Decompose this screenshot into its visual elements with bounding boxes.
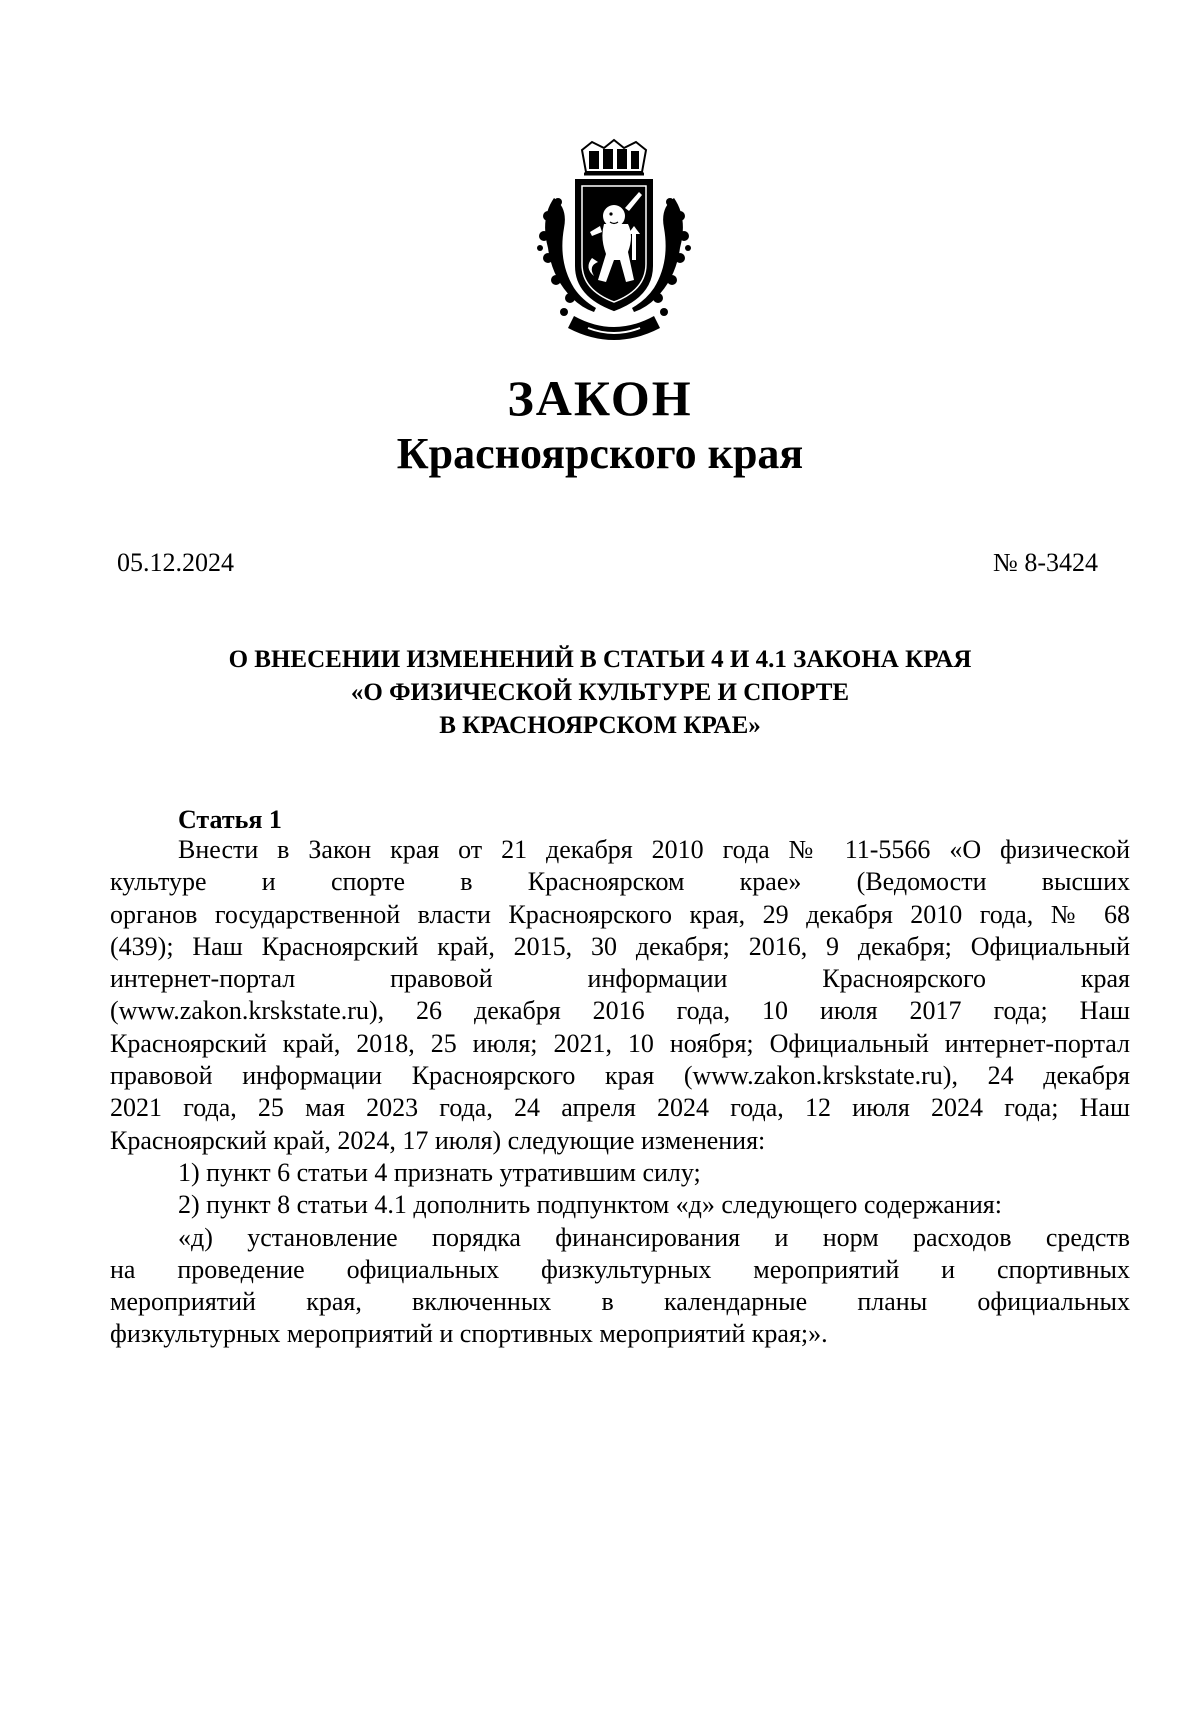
body-line: на проведение официальных физкультурных мероприятий и спортивных xyxy=(110,1254,1130,1284)
article-title: Статья 1 xyxy=(178,805,282,834)
law-subtitle: Красноярского края xyxy=(396,429,804,478)
body-line: культуре и спорте в Красноярском крае» (Ведомости высших xyxy=(110,867,1130,897)
body-line: 1) пункт 6 статьи 4 признать утратившим силу; xyxy=(178,1157,701,1187)
body-line: физкультурных мероприятий и спортивных мероприятий края;». xyxy=(110,1319,828,1349)
body-line: 2021 года, 25 мая 2023 года, 24 апреля 2024 года, 12 июля 2024 года; Наш xyxy=(110,1093,1130,1123)
krasnoyarsk-coat-of-arms-icon xyxy=(534,138,694,348)
body-line: мероприятий края, включенных в календарные планы официальных xyxy=(110,1287,1130,1317)
body-line: органов государственной власти Красноярского края, 29 декабря 2010 года, № 68 xyxy=(110,899,1130,929)
law-number: № 8-3424 xyxy=(993,548,1098,577)
body-line: (439); Наш Красноярский край, 2015, 30 декабря; 2016, 9 декабря; Официальный xyxy=(110,931,1130,961)
body-line: интернет-портал правовой информации Красноярского края xyxy=(110,964,1130,994)
law-date: 05.12.2024 xyxy=(117,548,234,577)
body-line: правовой информации Красноярского края (www.zakon.krskstate.ru), 24 декабря xyxy=(110,1061,1130,1091)
law-title: ЗАКОН xyxy=(507,370,693,426)
body-line: 2) пункт 8 статьи 4.1 дополнить подпунктом «д» следующего содержания: xyxy=(178,1190,1002,1220)
body-line: Красноярский край, 2024, 17 июля) следующие изменения: xyxy=(110,1125,766,1155)
body-line: (www.zakon.krskstate.ru), 26 декабря 2016 года, 10 июля 2017 года; Наш xyxy=(110,996,1130,1026)
heading-line: В КРАСНОЯРСКОМ КРАЕ» xyxy=(439,712,761,739)
body-line: Внести в Закон края от 21 декабря 2010 года № 11-5566 «О физической xyxy=(178,835,1130,864)
body-line: «д) установление порядка финансирования и норм расходов средств xyxy=(178,1222,1130,1252)
law-heading xyxy=(0,643,1200,742)
article-body xyxy=(110,834,1130,1351)
heading-line: О ВНЕСЕНИИ ИЗМЕНЕНИЙ В СТАТЬИ 4 И 4.1 ЗАКОНА КРАЯ xyxy=(228,646,972,673)
body-line: Красноярский край, 2018, 25 июля; 2021, 10 ноября; Официальный интернет-портал xyxy=(110,1028,1130,1058)
heading-line: «О ФИЗИЧЕСКОЙ КУЛЬТУРЕ И СПОРТЕ xyxy=(350,679,850,706)
